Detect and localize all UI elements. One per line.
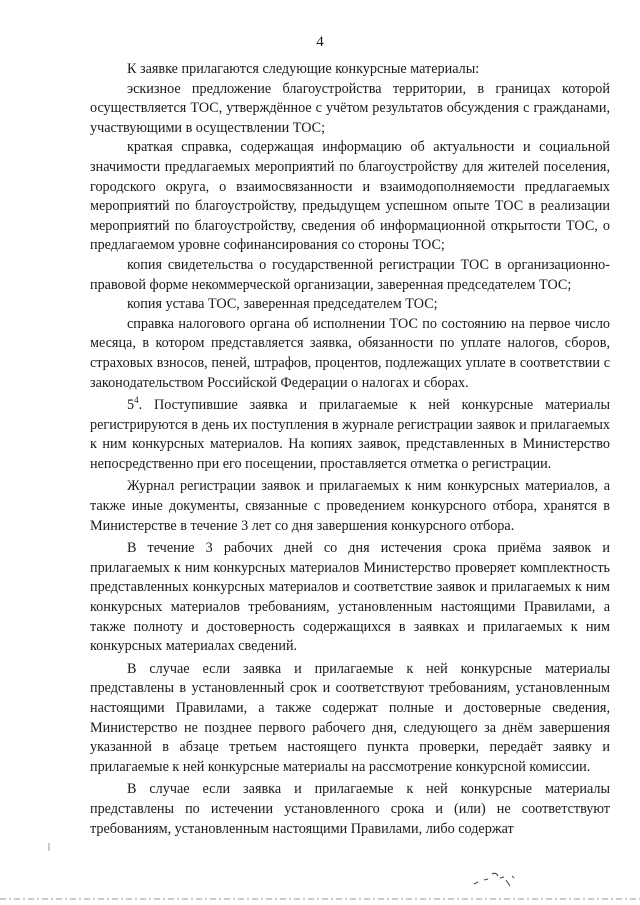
paragraph: краткая справка, содержащая информацию об актуальности и социальной значимости предлагаемых мероприятий по благоустройству для жителей поселения, городского округа, о взаимосвязанности и взаимодополняемости предлагаемых мероприятий по благоустройству, предыдущем успешном опыте ТОС в реализации мероприятий по благоустройству, сведения об информационной открытости ТОС, о предлагаемом уровне софинансирования со стороны ТОС;	[90, 139, 610, 254]
document-body	[90, 60, 610, 839]
paragraph: В случае если заявка и прилагаемые к ней конкурсные материалы представлены в установленный срок и соответствуют требованиям, установленным настоящими Правилами, а также содержат полные и достоверные сведения, Министерство не позднее первого рабочего дня, следующего за днём завершения указанной в абзаце третьем настоящего пункта проверки, передаёт заявку и прилагаемые к ней конкурсные материалы на рассмотрение конкурсной комиссии.	[90, 660, 610, 775]
scan-mark	[44, 842, 54, 852]
paragraph: В течение 3 рабочих дней со дня истечения срока приёма заявок и прилагаемых к ним конкурсных материалов Министерство проверяет комплектность представленных конкурсных материалов и соответствие заявок и прилагаемых к ним конкурсных материалов требованиям, установленным настоящими Правилами, а также полноту и достоверность содержащихся в заявках и прилагаемых к ним конкурсных материалах сведений.	[90, 540, 610, 655]
handwritten-mark	[470, 866, 520, 890]
paragraph: Журнал регистрации заявок и прилагаемых к ним конкурсных материалов, а также иные документы, связанные с проведением конкурсного отбора, хранятся в Министерстве в течение 3 лет со дня завершения конкурсного отбора.	[90, 478, 610, 534]
scan-edge-artifact	[0, 896, 640, 902]
paragraph: В случае если заявка и прилагаемые к ней конкурсные материалы представлены по истечении установленного срока и (или) не соответствуют требованиям, установленным настоящими Правилами, либо содержат	[90, 781, 610, 837]
section-text: . Поступившие заявка и прилагаемые к ней конкурсные материалы регистрируются в день их поступления в журнале регистрации заявок и прилагаемых к ним конкурсных материалов. На копиях заявок, представленных в Министерство непосредственно при его посещении, проставляется отметка о регистрации.	[90, 397, 610, 472]
section-superscript: 4	[134, 395, 139, 406]
paragraph: эскизное предложение благоустройства территории, в границах которой осуществляется ТОС, утверждённое с учётом результатов обсуждения с гражданами, участвующими в осуществлении ТОС;	[90, 80, 610, 136]
paragraph: копия свидетельства о государственной регистрации ТОС в организационно-правовой форме некоммерческой организации, заверенная председателем ТОС;	[90, 256, 610, 293]
page-number: 4	[316, 34, 324, 50]
paragraph: копия устава ТОС, заверенная председателем ТОС;	[127, 296, 438, 313]
paragraph: справка налогового органа об исполнении ТОС по состоянию на первое число месяца, в котором представляется заявка, обязанности по уплате налогов, сборов, страховых взносов, пеней, штрафов, процентов, подлежащих уплате в соответствии с законодательством Российской Федерации о налогах и сборах.	[90, 315, 610, 391]
section-paragraph	[90, 396, 610, 474]
paragraph: К заявке прилагаются следующие конкурсные материалы:	[127, 61, 480, 77]
section-number: 5	[127, 397, 135, 414]
